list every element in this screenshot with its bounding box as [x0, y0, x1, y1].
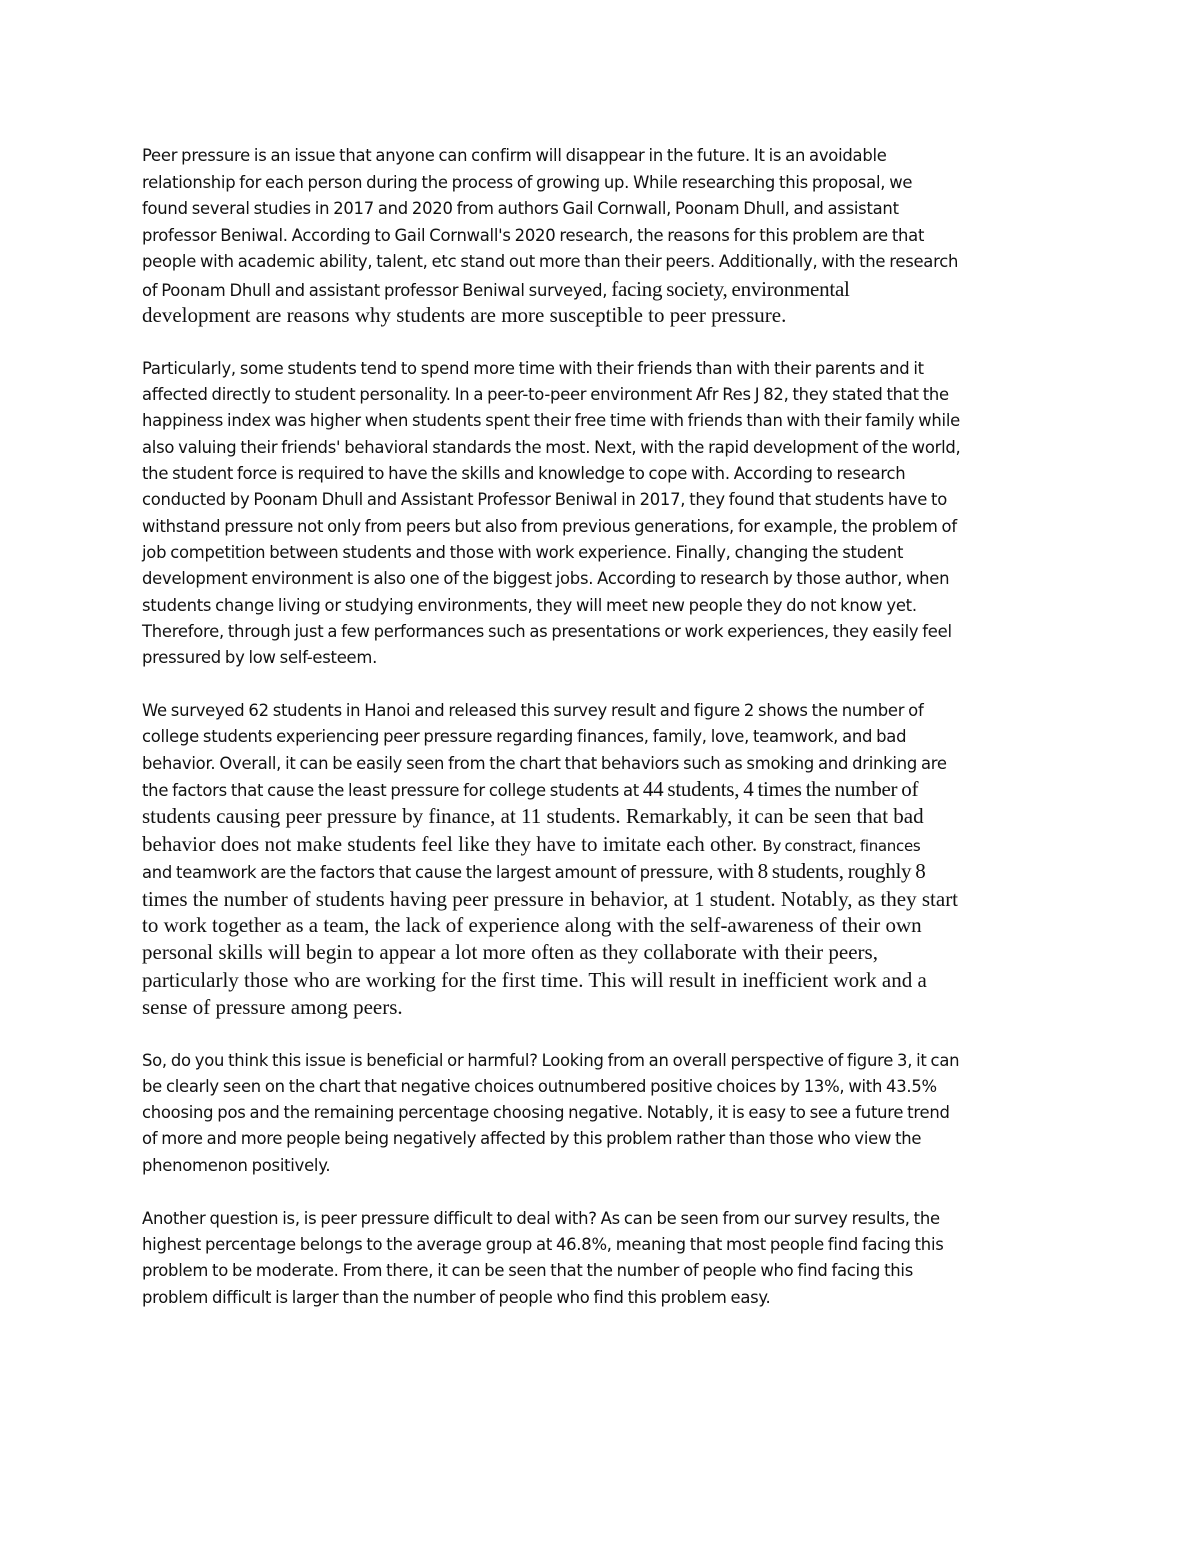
text-run: job competition between students and those with work experience. Finally, changing the student — [142, 543, 904, 562]
text-run: be clearly seen on the chart that negative choices outnumbered positive choices by 13%, with 43.5% — [142, 1077, 937, 1096]
text-run: college students experiencing peer pressure regarding finances, family, love, teamwork, and bad — [142, 727, 907, 746]
text-run: the factors that cause the least pressure for college students at — [142, 781, 643, 800]
text-run-serif: development are reasons why students are more susceptible to peer pressure. — [142, 303, 787, 327]
text-line — [142, 995, 403, 1020]
text-line — [142, 622, 952, 641]
text-run: problem to be moderate. From there, it can be seen that the number of people who find facing this — [142, 1261, 913, 1280]
text-run: choosing pos and the remaining percentage choosing negative. Notably, it is easy to see a future trend — [142, 1103, 950, 1122]
text-line — [142, 1235, 944, 1254]
text-run-serif: facing society, environmental — [611, 277, 850, 301]
text-run-serif: 44 students, 4 times the number of — [642, 777, 919, 801]
text-run-serif: behavior does not make students feel like they have to imitate each other. — [142, 832, 763, 856]
text-run-serif: students causing peer pressure by finance, at 11 students. Remarkably, it can be seen that bad — [142, 804, 924, 828]
text-line — [142, 727, 906, 746]
text-line — [142, 832, 920, 857]
text-run: Particularly, some students tend to spend more time with their friends than with their parents and it — [142, 359, 924, 378]
text-line — [142, 490, 947, 509]
text-line — [142, 913, 922, 938]
text-run: conducted by Poonam Dhull and Assistant Professor Beniwal in 2017, they found that students have to — [142, 490, 947, 509]
text-run: Another question is, is peer pressure difficult to deal with? As can be seen from our survey results, the — [142, 1209, 940, 1228]
text-run: problem difficult is larger than the number of people who find this problem easy. — [142, 1288, 771, 1307]
text-line — [142, 754, 947, 773]
text-line — [142, 438, 961, 457]
text-run-serif: personal skills will begin to appear a lot more often as they collaborate with their peers, — [142, 940, 878, 964]
text-run: development environment is also one of the biggest jobs. According to research by those author, when — [142, 569, 950, 588]
text-line — [142, 968, 927, 993]
text-run-serif: with 8 students, roughly 8 — [717, 859, 926, 883]
text-run: So, do you think this issue is beneficial or harmful? Looking from an overall perspective of figure 3, it can — [142, 1051, 960, 1070]
text-line — [142, 804, 924, 829]
text-run-serif: sense of pressure among peers. — [142, 995, 403, 1019]
text-line — [142, 1288, 770, 1307]
text-line — [142, 569, 949, 588]
text-run: withstand pressure not only from peers but also from previous generations, for example, the problem of — [142, 517, 957, 536]
text-line — [142, 648, 377, 667]
text-line — [142, 1129, 921, 1148]
text-run: also valuing their friends' behavioral standards the most. Next, with the rapid development of the world, — [142, 438, 961, 457]
text-run: professor Beniwal. According to Gail Cornwall's 2020 research, the reasons for this problem are that — [142, 226, 925, 245]
text-line — [142, 464, 905, 483]
text-line — [142, 1103, 950, 1122]
text-line — [142, 226, 924, 245]
text-run: relationship for each person during the process of growing up. While researching this proposal, we — [142, 173, 913, 192]
text-run: people with academic ability, talent, etc stand out more than their peers. Additionally, with the research — [142, 252, 959, 271]
text-line — [142, 277, 850, 302]
text-run: and teamwork are the factors that cause the largest amount of pressure, — [142, 863, 718, 882]
text-line — [142, 1051, 959, 1070]
text-line — [142, 887, 958, 912]
text-line — [142, 252, 958, 271]
text-line — [142, 411, 960, 430]
text-run: By constract, finances — [762, 837, 921, 855]
text-line — [142, 701, 923, 720]
text-run: highest percentage belongs to the average group at 46.8%, meaning that most people find facing this — [142, 1235, 944, 1254]
text-line — [142, 1261, 913, 1280]
text-line — [142, 359, 924, 378]
text-run: the student force is required to have the skills and knowledge to cope with. According to research — [142, 464, 906, 483]
text-run: found several studies in 2017 and 2020 from authors Gail Cornwall, Poonam Dhull, and assistant — [142, 199, 899, 218]
text-run: Therefore, through just a few performances such as presentations or work experiences, they easily feel — [142, 622, 952, 641]
text-run-serif: times the number of students having peer pressure in behavior, at 1 student. Notably, as they start — [142, 887, 959, 911]
text-line — [142, 173, 912, 192]
text-run: happiness index was higher when students spent their free time with friends than with their family while — [142, 411, 960, 430]
text-line — [142, 1209, 940, 1228]
text-line — [142, 940, 878, 965]
text-run-serif: to work together as a team, the lack of experience along with the self-awareness of their own — [142, 913, 922, 937]
text-run-serif: particularly those who are working for the first time. This will result in inefficient work and a — [142, 968, 927, 992]
text-run: phenomenon positively. — [142, 1156, 331, 1175]
text-line — [142, 199, 899, 218]
text-line — [142, 543, 903, 562]
text-run: Peer pressure is an issue that anyone can confirm will disappear in the future. It is an avoidable — [142, 146, 887, 165]
text-line — [142, 517, 957, 536]
text-run: students change living or studying environments, they will meet new people they do not know yet. — [142, 596, 917, 615]
text-line — [142, 1077, 937, 1096]
text-run: of more and more people being negatively affected by this problem rather than those who view the — [142, 1129, 922, 1148]
text-run: pressured by low self-esteem. — [142, 648, 378, 667]
text-line — [142, 596, 917, 615]
text-line — [142, 1156, 330, 1175]
text-line — [142, 777, 918, 802]
text-run: of Poonam Dhull and assistant professor Beniwal surveyed, — [142, 281, 612, 300]
text-run: behavior. Overall, it can be easily seen from the chart that behaviors such as smoking and drinking are — [142, 754, 947, 773]
text-line — [142, 303, 786, 328]
text-run: affected directly to student personality. In a peer-to-peer environment Afr Res J 82, they stated that the — [142, 385, 949, 404]
text-line — [142, 385, 949, 404]
text-run: We surveyed 62 students in Hanoi and released this survey result and figure 2 shows the number of — [142, 701, 924, 720]
text-line — [142, 859, 926, 884]
text-line — [142, 146, 887, 165]
